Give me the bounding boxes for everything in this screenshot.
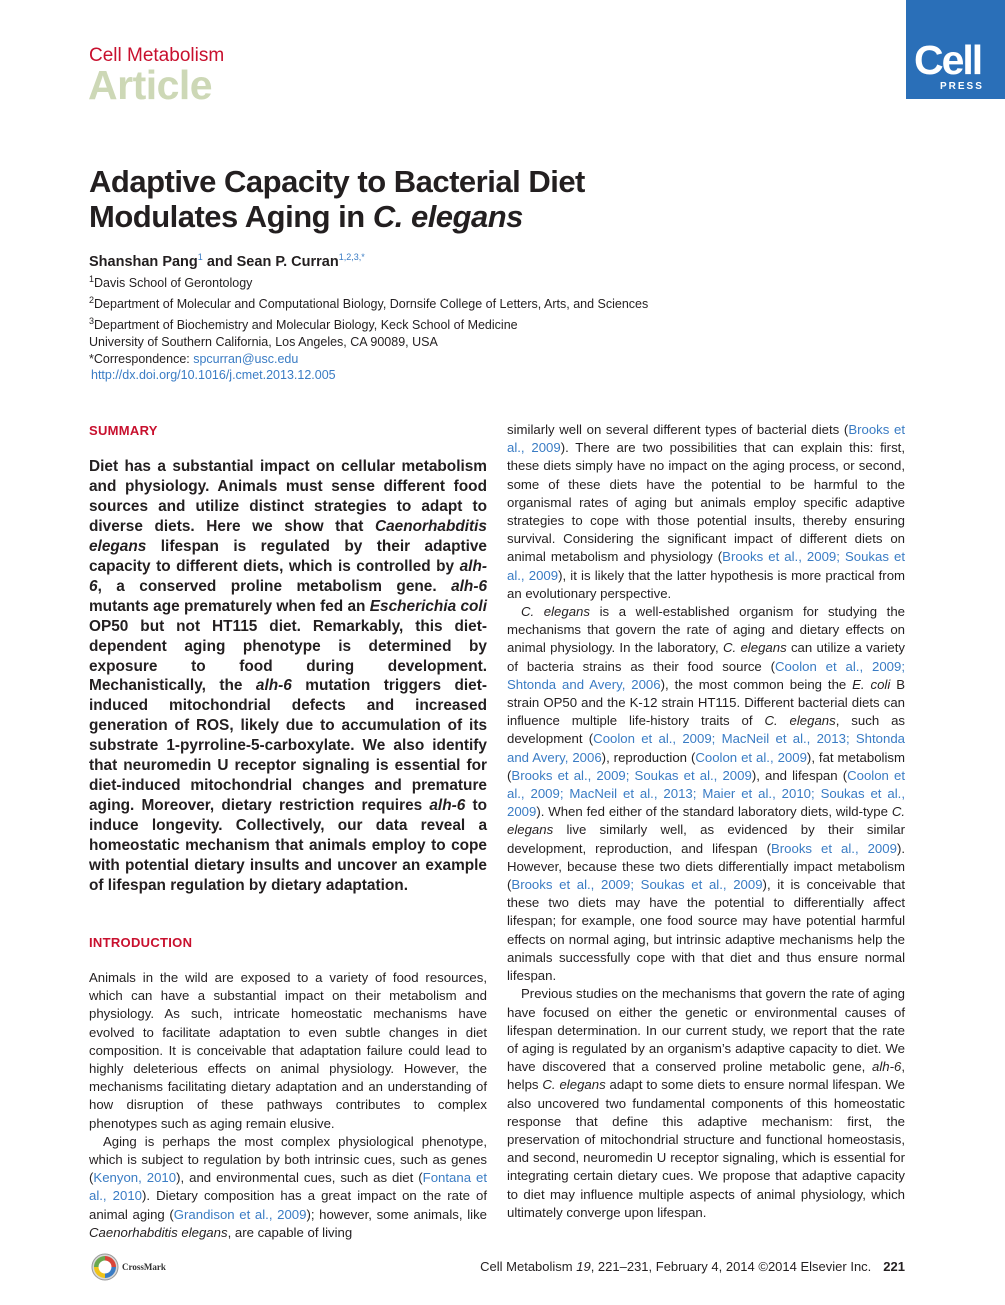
paragraph xyxy=(507,421,905,603)
page-number: 221 xyxy=(883,1259,905,1274)
crossmark-badge[interactable] xyxy=(91,1253,166,1281)
title-line-1: Adaptive Capacity to Bacterial Diet xyxy=(89,164,585,199)
text-run: Diet has a substantial impact on cellular metabolism and physiology. Animals must sense different food sources and utilize distinct strategies to adapt to diverse diets. Here we show that xyxy=(89,458,487,535)
text-run: Animals in the wild are exposed to a variety of food resources, which can have a substantial impact on their metabolism and physiology. As such, intricate homeostatic mechanisms have evolved to facilitate adaptation to even subtle changes in diet composition. It is conceivable that adaptation failure could lead to highly deleterious effects on animal physiology. However, the mechanisms facilitating dietary adaptation and an understanding of how disruption of these pathways contributes to complex phenotypes such as aging remain elusive. xyxy=(89,970,487,1131)
citation-link[interactable]: Coolon et al., 2009; MacNeil et al., 2013; Maier et al., 2010; Soukas et al., 2009 xyxy=(507,767,906,820)
text-run: mutation triggers diet-induced mitochondrial defects and increased generation of ROS, likely due to accumulation of its substrate 1-pyrroline-5-carboxylate. We also identify that neuromedin U receptor signaling is essential for diet-induced mitochondrial changes and premature aging. Moreover, dietary restriction requires xyxy=(89,677,487,815)
text-run: lifespan is regulated by their adaptive capacity to different diets, which is controlled by xyxy=(89,537,487,575)
text-run: similarly well on several different types of bacterial diets ( xyxy=(507,422,849,437)
university: University of Southern California, Los Angeles, CA 90089, USA xyxy=(89,334,438,349)
text-run: , are capable of living xyxy=(227,1224,353,1240)
author-list xyxy=(89,252,365,270)
citation-link[interactable]: Fontana et al., 2010 xyxy=(89,1170,487,1204)
article-title xyxy=(89,164,789,234)
affil-text: Department of Biochemistry and Molecular Biology, Keck School of Medicine xyxy=(94,318,518,333)
summary-text xyxy=(89,457,487,896)
text-run: to induce longevity. Collectively, our data reveal a homeostatic mechanism that animals employ to cope with potential dietary insults and uncover an example of lifespan regulation by dietary adaptation. xyxy=(89,797,487,895)
author-2-affil[interactable]: 1,2,3, xyxy=(338,252,362,262)
correspondence-email-link[interactable]: spcurran@usc.edu xyxy=(193,351,299,366)
affiliation-3 xyxy=(89,313,648,334)
text-run: live similarly well, as evidenced by their similar development, reproduction, and lifespan ( xyxy=(507,822,905,856)
italic-term: alh-6 xyxy=(429,797,466,815)
introduction-heading: INTRODUCTION xyxy=(89,935,193,950)
title-line-2 xyxy=(89,199,789,234)
italic-term: C. elegans xyxy=(542,1077,606,1093)
affil-sup: 1 xyxy=(89,274,95,284)
doi xyxy=(89,367,648,384)
text-run: ). Dietary composition has a great impact on the rate of animal aging ( xyxy=(89,1188,488,1222)
affil-sup: 2 xyxy=(89,294,95,305)
text-run: ). There are two possibilities that can explain this: first, these diets simply have no impact on the aging process, or second, some of these diets have the potential to be harmful to the organismal rates of aging but animals employ specific adaptive strategies to cope with those potential insults, thereby ensuring survival. Considering the significant impact of different diets on animal metabolism and physiology ( xyxy=(507,440,905,565)
correspondence-star[interactable]: * xyxy=(361,252,365,262)
text-run: adapt to some diets to ensure normal lifespan. We also uncovered two fundamental components of this homeostatic response that define this adaptive mechanism: first, the preservation of mitochondrial structure and functional homeostasis, and second, neuromedin U receptor signaling, which is essential for integrating certain dietary cues. We propose that adaptive capacity to diet may influence multiple aspects of animal physiology, which ultimately converge upon lifespan. xyxy=(507,1077,905,1220)
author-1: Shanshan Pang xyxy=(89,253,198,270)
citation-link[interactable]: Grandison et al., 2009 xyxy=(173,1206,307,1222)
italic-term: C. elegans xyxy=(507,804,905,838)
text-run: OP50 but not HT115 diet. Remarkably, this diet-dependent aging phenotype is determined by exposure to food during development. Mechanistically, the xyxy=(89,617,487,695)
text-run: mutants age prematurely when fed an xyxy=(89,597,370,615)
citation-link[interactable]: Brooks et al., 2009; Soukas et al., 2009 xyxy=(511,767,752,783)
title-species: C. elegans xyxy=(372,199,523,234)
correspondence-label: *Correspondence: xyxy=(89,351,194,366)
italic-term: C. elegans xyxy=(521,604,590,620)
text-run: can utilize a variety of bacteria strains as their food source ( xyxy=(507,640,906,674)
paragraph xyxy=(89,1133,487,1242)
text-run: , a conserved proline metabolism gene. xyxy=(97,577,452,595)
text-run: is a well-established organism for studying the mechanisms that govern the rate of aging and dietary effects on animal physiology. In the laboratory, xyxy=(507,604,905,656)
italic-term: alh-6 xyxy=(451,577,487,595)
author-2: Sean P. Curran xyxy=(236,253,339,270)
text-run: ), and environmental cues, such as diet ( xyxy=(176,1170,423,1186)
text-run: ), reproduction ( xyxy=(601,749,696,765)
affil-sup: 3 xyxy=(89,315,95,326)
text-run: , helps xyxy=(507,1059,905,1093)
footer-journal: Cell Metabolism xyxy=(480,1259,577,1274)
citation-link[interactable]: Brooks et al., 2009 xyxy=(770,840,897,856)
italic-term: alh-6 xyxy=(255,677,292,695)
text-run: ); however, some animals, like xyxy=(306,1206,487,1222)
journal-name: Cell Metabolism xyxy=(89,45,225,66)
citation-link[interactable]: Coolon et al., 2009 xyxy=(695,749,807,765)
citation-link[interactable]: Coolon et al., 2009; MacNeil et al., 2013; Shtonda and Avery, 2006 xyxy=(507,731,905,765)
author-1-affil[interactable]: 1 xyxy=(197,252,203,262)
italic-term: alh-6 xyxy=(872,1059,902,1075)
italic-term: Caenorhabditis elegans xyxy=(89,1224,228,1240)
footer-volume: 19 xyxy=(576,1259,591,1274)
logo-text: Cell xyxy=(914,37,982,83)
italic-term: Escherichia coli xyxy=(369,597,487,615)
citation-link[interactable]: Brooks et al., 2009; Soukas et al., 2009 xyxy=(511,877,763,893)
italic-term: C. elegans xyxy=(722,640,787,656)
affil-text: Department of Molecular and Computational Biology, Dornsife College of Letters, Arts, and Sciences xyxy=(94,297,649,312)
affiliation-2 xyxy=(89,292,648,313)
affiliation-1 xyxy=(89,271,648,292)
text-run: ). When fed either of the standard laboratory diets, wild-type xyxy=(536,804,892,820)
summary-heading: SUMMARY xyxy=(89,423,158,438)
text-run: ), the most common being the xyxy=(660,676,853,692)
crossmark-icon xyxy=(91,1253,119,1281)
text-run: ), and lifespan ( xyxy=(751,767,848,783)
paragraph xyxy=(507,985,905,1222)
logo-subtext: PRESS xyxy=(940,81,984,92)
text-run: Previous studies on the mechanisms that govern the rate of aging have focused on either the genetic or environmental causes of lifespan determination. In our current study, we report that the rate of aging is regulated by an organism’s adaptive capacity to diet. We have discovered that a conserved proline metabolic gene, xyxy=(507,986,905,1075)
intro-left-column xyxy=(89,969,487,1242)
text-run: ). However, because these two diets differentially impact metabolism ( xyxy=(507,840,906,893)
paragraph xyxy=(507,603,905,985)
italic-term: E. coli xyxy=(852,676,891,692)
cell-press-logo[interactable] xyxy=(906,0,1005,99)
correspondence xyxy=(89,351,648,368)
text-run: ), fat metabolism ( xyxy=(507,749,905,783)
italic-term: C. elegans xyxy=(764,713,836,729)
italic-term: alh-6 xyxy=(89,557,487,595)
paragraph xyxy=(89,969,487,1133)
citation-link[interactable]: Kenyon, 2010 xyxy=(93,1170,177,1186)
title-text: Modulates Aging in xyxy=(89,199,373,234)
citation-link[interactable]: Brooks et al., 2009; Soukas et al., 2009 xyxy=(507,549,905,583)
affiliations xyxy=(89,271,648,384)
affil-text: Davis School of Gerontology xyxy=(94,276,253,291)
author-separator: and xyxy=(202,253,237,270)
intro-right-column xyxy=(507,421,905,1222)
italic-term: Caenorhabditis elegans xyxy=(89,517,487,555)
text-run: ), it is likely that the latter hypothesis is more practical from an evolutionary perspective. xyxy=(507,567,906,601)
citation-link[interactable]: Brooks et al., 2009 xyxy=(507,422,905,456)
text-run: Aging is perhaps the most complex physiological phenotype, which is subject to regulation by both intrinsic cues, such as genes ( xyxy=(89,1133,487,1186)
footer-citation: , 221–231, February 4, 2014 ©2014 Elsevier Inc. xyxy=(590,1259,872,1274)
page-footer xyxy=(430,1259,905,1274)
doi-link[interactable]: http://dx.doi.org/10.1016/j.cmet.2013.12.005 xyxy=(91,368,336,383)
crossmark-label: CrossMark xyxy=(122,1262,166,1272)
text-run: ), it is conceivable that these two diets may have the potential to differentially affect lifespan; for example, one food source may have potential harmful effects on normal aging, but intrinsic adaptive mechanisms help the animals successfully cope with that diet and thus ensure normal lifespan. xyxy=(507,877,905,984)
article-type: Article xyxy=(88,62,213,108)
citation-link[interactable]: Coolon et al., 2009; Shtonda and Avery, 2006 xyxy=(507,658,906,692)
text-run: , such as development ( xyxy=(507,713,905,747)
text-run: B strain OP50 and the K-12 strain HT115. Different bacterial diets can influence multiple life-history traits of xyxy=(507,676,905,729)
